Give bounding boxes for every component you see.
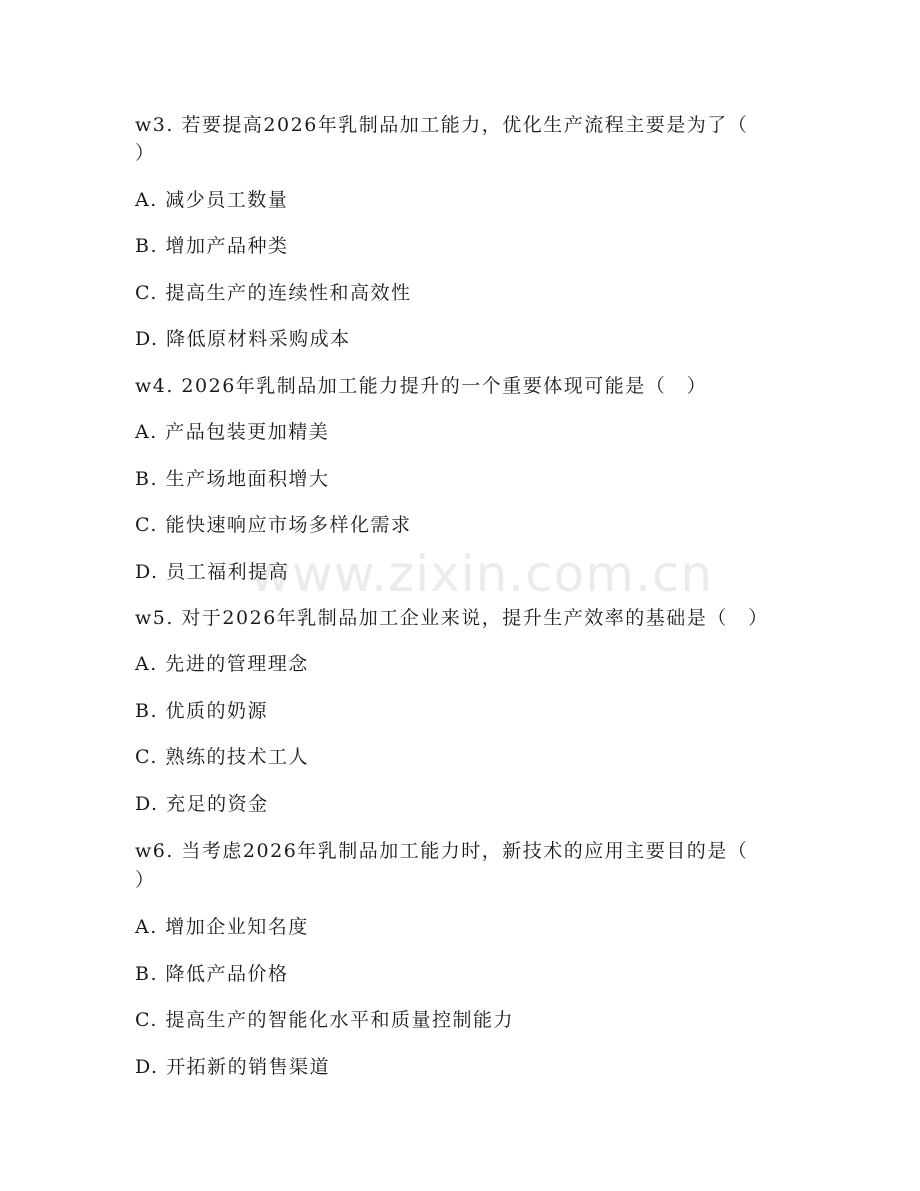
question-w4-option-a: A. 产品包装更加精美 (135, 421, 330, 443)
question-w6-option-b: B. 降低产品价格 (135, 963, 289, 985)
question-w5-option-d: D. 充足的资金 (135, 793, 269, 815)
watermark: www.zixin.com.cn (250, 545, 714, 603)
question-w6-option-d: D. 开拓新的销售渠道 (135, 1056, 331, 1078)
question-w5-option-a: A. 先进的管理理念 (135, 653, 309, 675)
question-w6-option-a: A. 增加企业知名度 (135, 916, 309, 938)
question-w3-stem: w3. 若要提高2026年乳制品加工能力，优化生产流程主要是为了（ (135, 114, 749, 136)
question-w6-stem: w6. 当考虑2026年乳制品加工能力时，新技术的应用主要目的是（ (135, 840, 749, 862)
question-w3-option-a: A. 减少员工数量 (135, 189, 289, 211)
question-w5-option-c: C. 熟练的技术工人 (135, 746, 309, 768)
question-w4-option-d: D. 员工福利提高 (135, 561, 290, 583)
question-w5-stem: w5. 对于2026年乳制品加工企业来说，提升生产效率的基础是（ ） (135, 607, 769, 629)
question-w5-option-b: B. 优质的奶源 (135, 700, 269, 722)
question-w3-option-b: B. 增加产品种类 (135, 235, 289, 257)
question-w3-option-d: D. 降低原材料采购成本 (135, 328, 351, 350)
question-w4-option-b: B. 生产场地面积增大 (135, 468, 330, 490)
question-w4-stem: w4. 2026年乳制品加工能力提升的一个重要体现可能是（ ） (135, 375, 708, 397)
question-w3-option-c: C. 提高生产的连续性和高效性 (135, 282, 412, 304)
question-w4-option-c: C. 能快速响应市场多样化需求 (135, 514, 412, 536)
question-w6-stem-continued: ） (135, 869, 156, 891)
question-w3-stem-continued: ） (135, 142, 156, 164)
question-w6-option-c: C. 提高生产的智能化水平和质量控制能力 (135, 1009, 514, 1031)
